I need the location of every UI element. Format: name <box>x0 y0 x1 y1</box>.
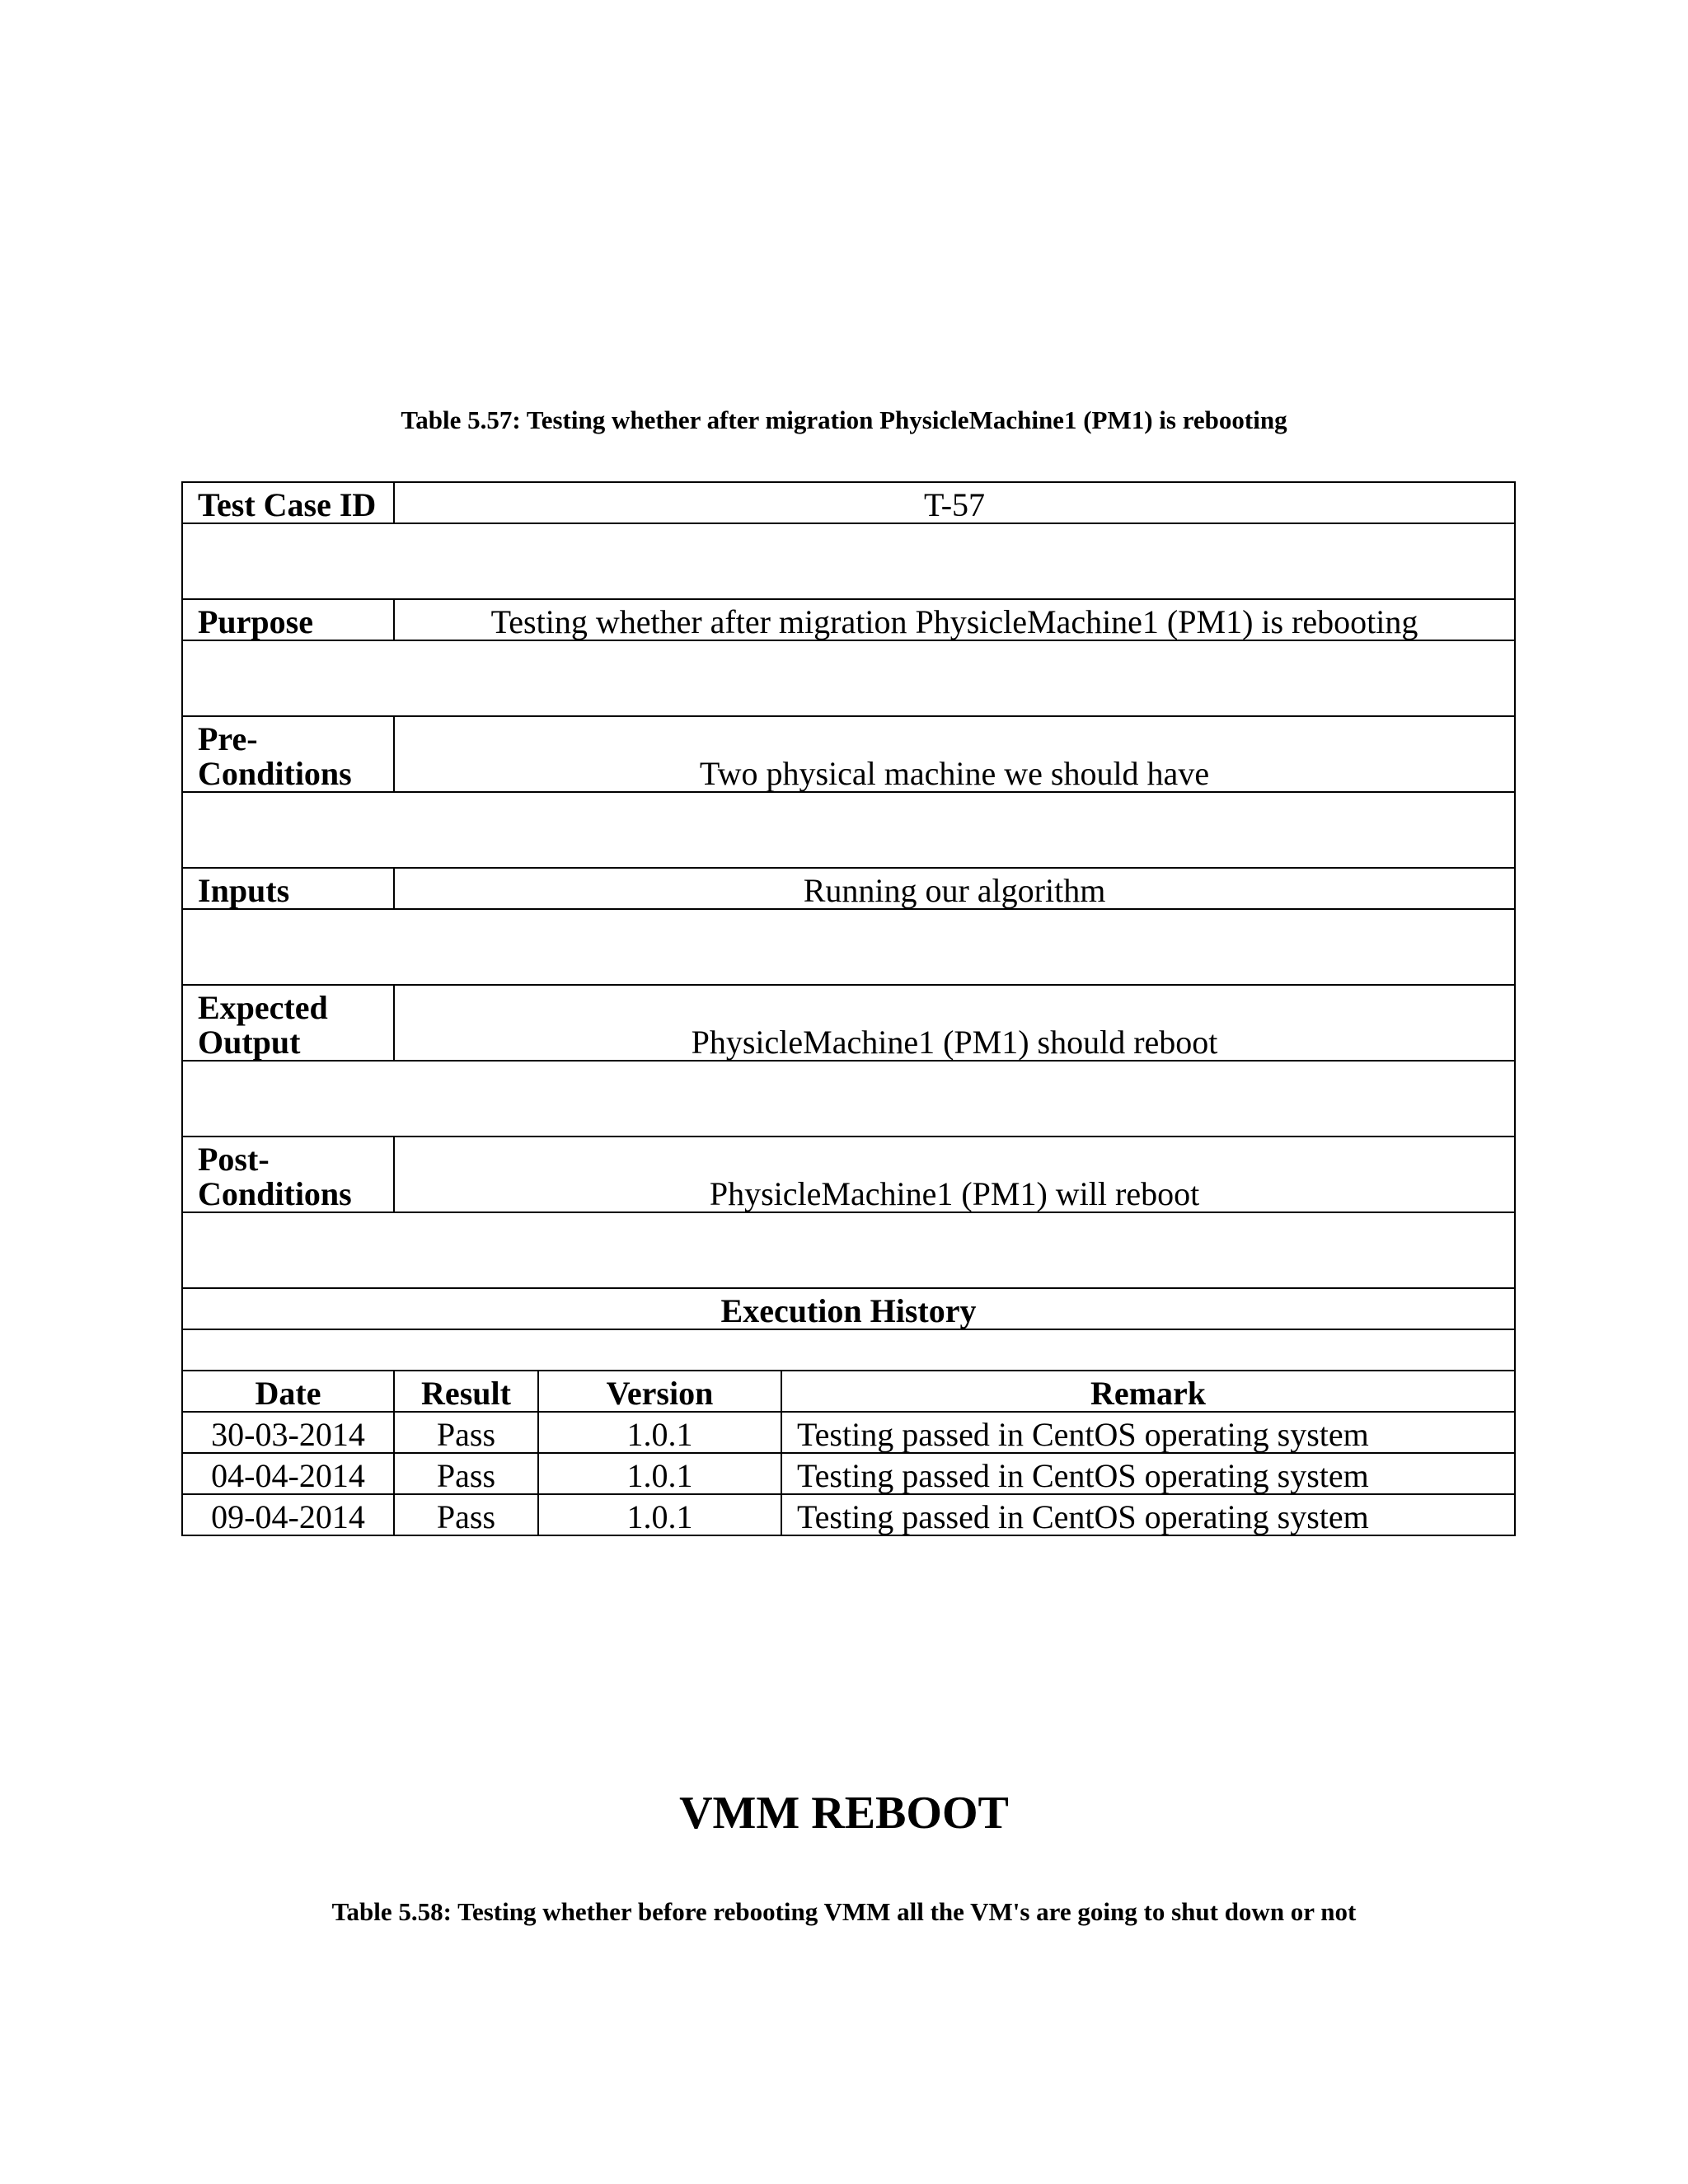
table-row <box>182 985 1515 1061</box>
history-remark: Testing passed in CentOS operating system <box>781 1453 1515 1494</box>
history-remark: Testing passed in CentOS operating system <box>781 1494 1515 1535</box>
history-date: 09-04-2014 <box>182 1494 394 1535</box>
execution-history-title-row <box>182 1288 1515 1329</box>
history-result: Pass <box>394 1412 538 1453</box>
row-value: Running our algorithm <box>394 868 1515 909</box>
execution-history-title: Execution History <box>182 1288 1515 1329</box>
column-header-version: Version <box>538 1371 781 1412</box>
history-row <box>182 1412 1515 1453</box>
history-version: 1.0.1 <box>538 1453 781 1494</box>
row-label: Purpose <box>182 599 394 640</box>
row-label <box>182 716 394 792</box>
row-value: Two physical machine we should have <box>394 716 1515 792</box>
spacer-row <box>182 640 1515 716</box>
history-row <box>182 1453 1515 1494</box>
table-caption: Table 5.57: Testing whether after migration PhysicleMachine1 (PM1) is rebooting <box>401 405 1287 434</box>
test-case-table <box>181 481 1516 1536</box>
label-line: Output <box>198 1024 301 1061</box>
history-version: 1.0.1 <box>538 1494 781 1535</box>
row-value: Testing whether after migration PhysicleMachine1 (PM1) is rebooting <box>394 599 1515 640</box>
table-caption: Table 5.58: Testing whether before rebooting VMM all the VM's are going to shut down or not <box>331 1897 1357 1926</box>
history-date: 04-04-2014 <box>182 1453 394 1494</box>
history-version: 1.0.1 <box>538 1412 781 1453</box>
spacer-row <box>182 792 1515 868</box>
column-header-remark: Remark <box>781 1371 1515 1412</box>
row-label: Test Case ID <box>182 482 394 523</box>
table-row <box>182 482 1515 523</box>
table-row <box>182 599 1515 640</box>
history-remark: Testing passed in CentOS operating system <box>781 1412 1515 1453</box>
label-line: Conditions <box>198 1175 352 1212</box>
history-header-row <box>182 1371 1515 1412</box>
history-result: Pass <box>394 1453 538 1494</box>
row-label <box>182 1137 394 1212</box>
label-line: Expected <box>198 989 328 1026</box>
table-row <box>182 868 1515 909</box>
spacer-row <box>182 909 1515 985</box>
row-value: PhysicleMachine1 (PM1) should reboot <box>394 985 1515 1061</box>
table-row <box>182 716 1515 792</box>
spacer-row <box>182 1212 1515 1288</box>
row-value: PhysicleMachine1 (PM1) will reboot <box>394 1137 1515 1212</box>
history-result: Pass <box>394 1494 538 1535</box>
spacer-row <box>182 1061 1515 1137</box>
label-line: Pre- <box>198 720 258 757</box>
label-line: Post- <box>198 1141 270 1178</box>
spacer-row <box>182 523 1515 599</box>
section-heading: VMM REBOOT <box>679 1788 1009 1839</box>
column-header-date: Date <box>182 1371 394 1412</box>
spacer-row <box>182 1329 1515 1371</box>
column-header-result: Result <box>394 1371 538 1412</box>
row-label: Inputs <box>182 868 394 909</box>
history-row <box>182 1494 1515 1535</box>
row-label <box>182 985 394 1061</box>
label-line: Conditions <box>198 755 352 792</box>
table-row <box>182 1137 1515 1212</box>
history-date: 30-03-2014 <box>182 1412 394 1453</box>
row-value: T-57 <box>394 482 1515 523</box>
